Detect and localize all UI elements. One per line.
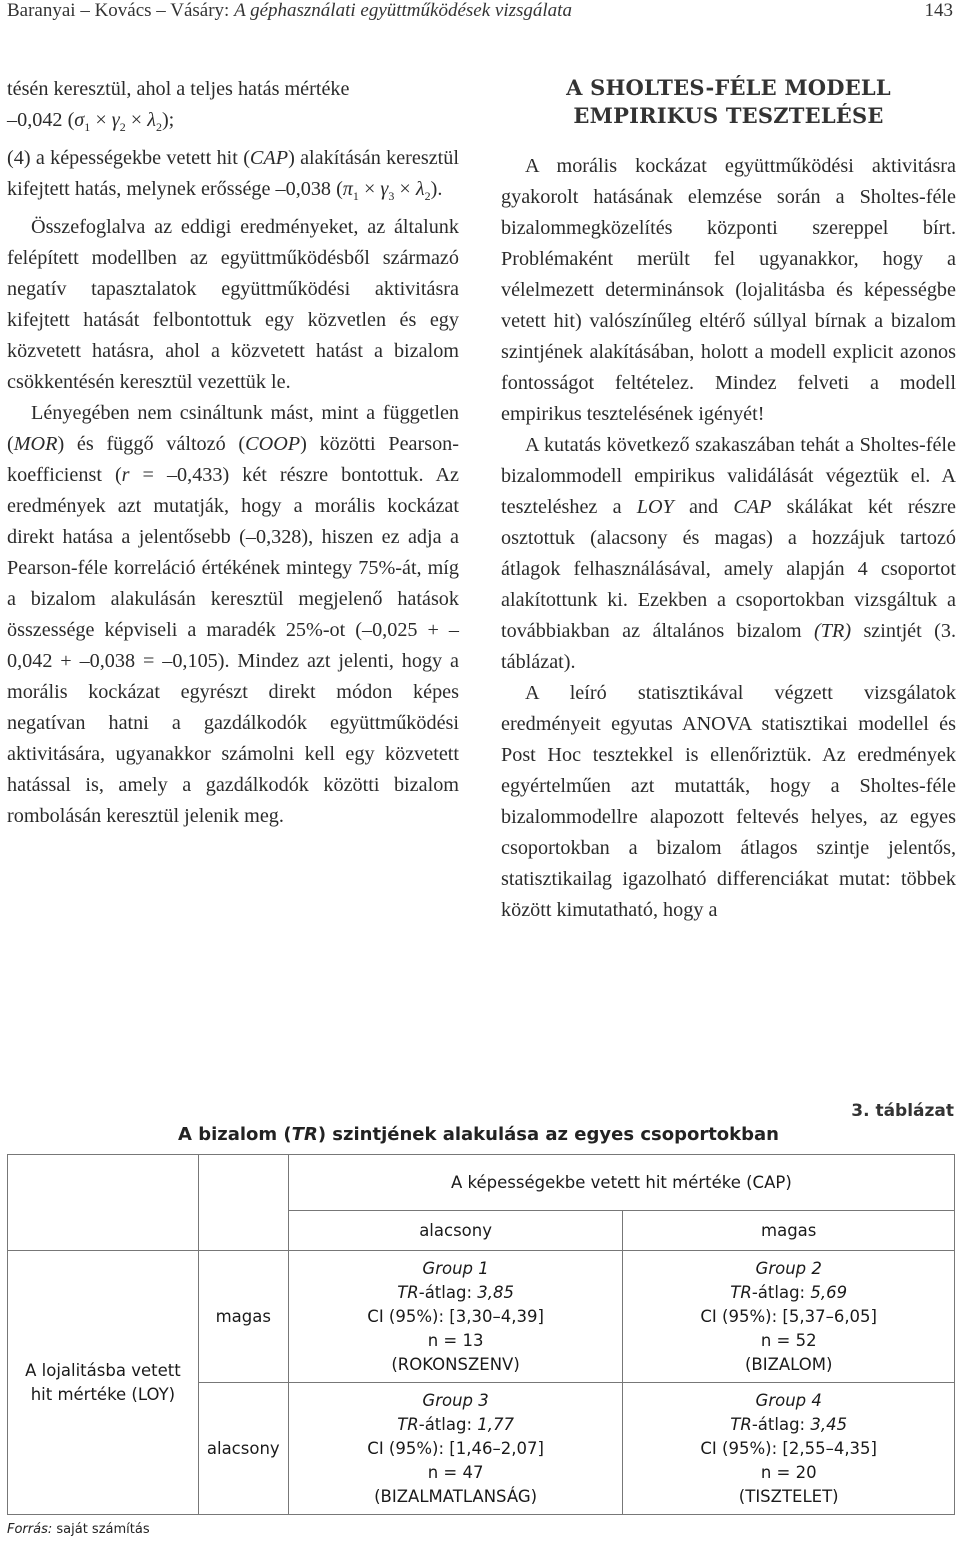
trust-groups-table — [7, 1154, 955, 1515]
cap-high-header: magas — [623, 1211, 955, 1251]
running-head-article-title: A géphasználati együttműködések vizsgálata — [234, 0, 572, 21]
right-paragraph-anova: A leíró statisztikával végzett vizsgálatok eredményeit egyutas ANOVA statisztikai modellel és Post Hoc tesztekkel is ellenőriztük. Az eredmények egyértelműen azt mutatták, hogy a Sholtes-féle bizalommodellre alapozott feltevés helyes, az egyes csoportokban a bizalom átlagos szintje jelentős, statisztikailag igazolható differenciákat mutat: többek között kimutatható, hogy a — [501, 682, 956, 921]
group-cell-2: Group 2 TR-átlag: 5,69 CI (95%): [5,37–6,05] n = 52 (BIZALOM) — [623, 1251, 955, 1383]
group-cell-4: Group 4 TR-átlag: 3,45 CI (95%): [2,55–4,35] n = 20 (TISZTELET) — [623, 1383, 955, 1515]
table-corner-cell-2 — [198, 1155, 288, 1251]
running-head — [7, 0, 953, 22]
left-text-continuation: tésén keresztül, ahol a teljes hatás mértéke –0,042 $(\sigma_1 \times \gamma_2 \times \lambda_2)$; (4) a képességekbe vetett hit (CAP) alakításán keresztül kifejtett hatás, melynek erőssége –0,038 $(\pi_1 \times \gamma_3 \times \lambda_2)$. — [7, 78, 459, 204]
right-column — [501, 74, 956, 926]
table-corner-cell — [8, 1155, 199, 1251]
cap-header: A képességekbe vetett hit mértéke (CAP) — [288, 1155, 954, 1211]
running-head-authors: Baranyai – Kovács – Vásáry: A géphasználati együttműködések vizsgálata — [7, 0, 572, 21]
section-heading: A SHOLTES-FÉLE MODELL EMPIRIKUS TESZTELÉSE — [566, 75, 891, 128]
table-source: Forrás: saját számítás — [7, 1522, 150, 1537]
loy-header: A lojalitásba vetett hit mértéke (LOY) — [8, 1251, 199, 1515]
group-cell-3: Group 3 TR-átlag: 1,77 CI (95%): [1,46–2,07] n = 47 (BIZALMATLANSÁG) — [288, 1383, 623, 1515]
right-paragraph-problem: A morális kockázat együttműködési aktivitásra gyakorolt hatásának elemzése során a Sholtes-féle bizalommegközelítés központi szereppel bírt. Problémaként merült fel ugyanakkor, hogy a vélelmezett determinánsok (lojalitásba és képességbe vetett hit) valószínűleg eltérő súllyal bírnak a bizalom szintjének alakításában, holott a modell explicit azonos fontosságot feltételez. Mindez felveti a modell empirikus tesztelésének igényét! — [501, 155, 956, 425]
table-title: A bizalom (TR) szintjének alakulása az egyes csoportokban — [178, 1124, 779, 1145]
right-paragraph-method: A kutatás következő szakaszában tehát a Sholtes-féle bizalommodell empirikus validálását végeztük el. A teszteléshez a LOY and CAP skálákat két részre osztottuk (alacsony és magas) a hozzájuk tartozó átlagok felhasználásával, amely alapján 4 csoportot alakítottunk ki. Ezekben a csoportokban vizsgáltuk a továbbiakban az általános bizalom (TR) szintjét (3. táblázat). — [501, 434, 957, 673]
cap-low-header: alacsony — [288, 1211, 623, 1251]
page-number: 143 — [924, 0, 953, 21]
left-column — [7, 74, 459, 832]
left-paragraph-summary: Összefoglalva az eddigi eredményeket, az általunk felépített modellben az együttműködésből származó negatív tapasztalatok együttműködési aktivitásra kifejtett hatását felbontottuk egy közvetlen és egy közvetett hatásra, ahol a közvetett hatást a bizalom csökkentésén keresztül vezettük le. — [7, 216, 459, 394]
left-paragraph-pearson: Lényegében nem csináltunk mást, mint a független (MOR) és függő változó (COOP) közötti Pearson-koefficienst (r = –0,433) két részre bontottuk. Az eredmények azt mutatják, hogy a morális kockázat direkt hatása a jelentősebb (–0,328), hiszen ez adja a Pearson-féle korreláció értékének mintegy 75%-át, míg a bizalom alakulásán keresztül megjelenő hatások összessége képviseli a maradék 25%-ot (–0,025 + –0,042 + –0,038 = –0,105). Mindez azt jelenti, hogy a morális kockázat egyrészt direkt módon képes negatívan hatni a gazdálkodók együttműködési aktivitására, ugyanakkor számolni kell egy közvetett hatással is, amely a gazdálkodók közötti bizalom rombolásán keresztül jelenik meg. — [7, 402, 459, 828]
loy-low-header: alacsony — [198, 1383, 288, 1515]
group-cell-1: Group 1 TR-átlag: 3,85 CI (95%): [3,30–4,39] n = 13 (ROKONSZENV) — [288, 1251, 623, 1383]
table-label: 3. táblázat — [851, 1101, 954, 1121]
loy-high-header: magas — [198, 1251, 288, 1383]
